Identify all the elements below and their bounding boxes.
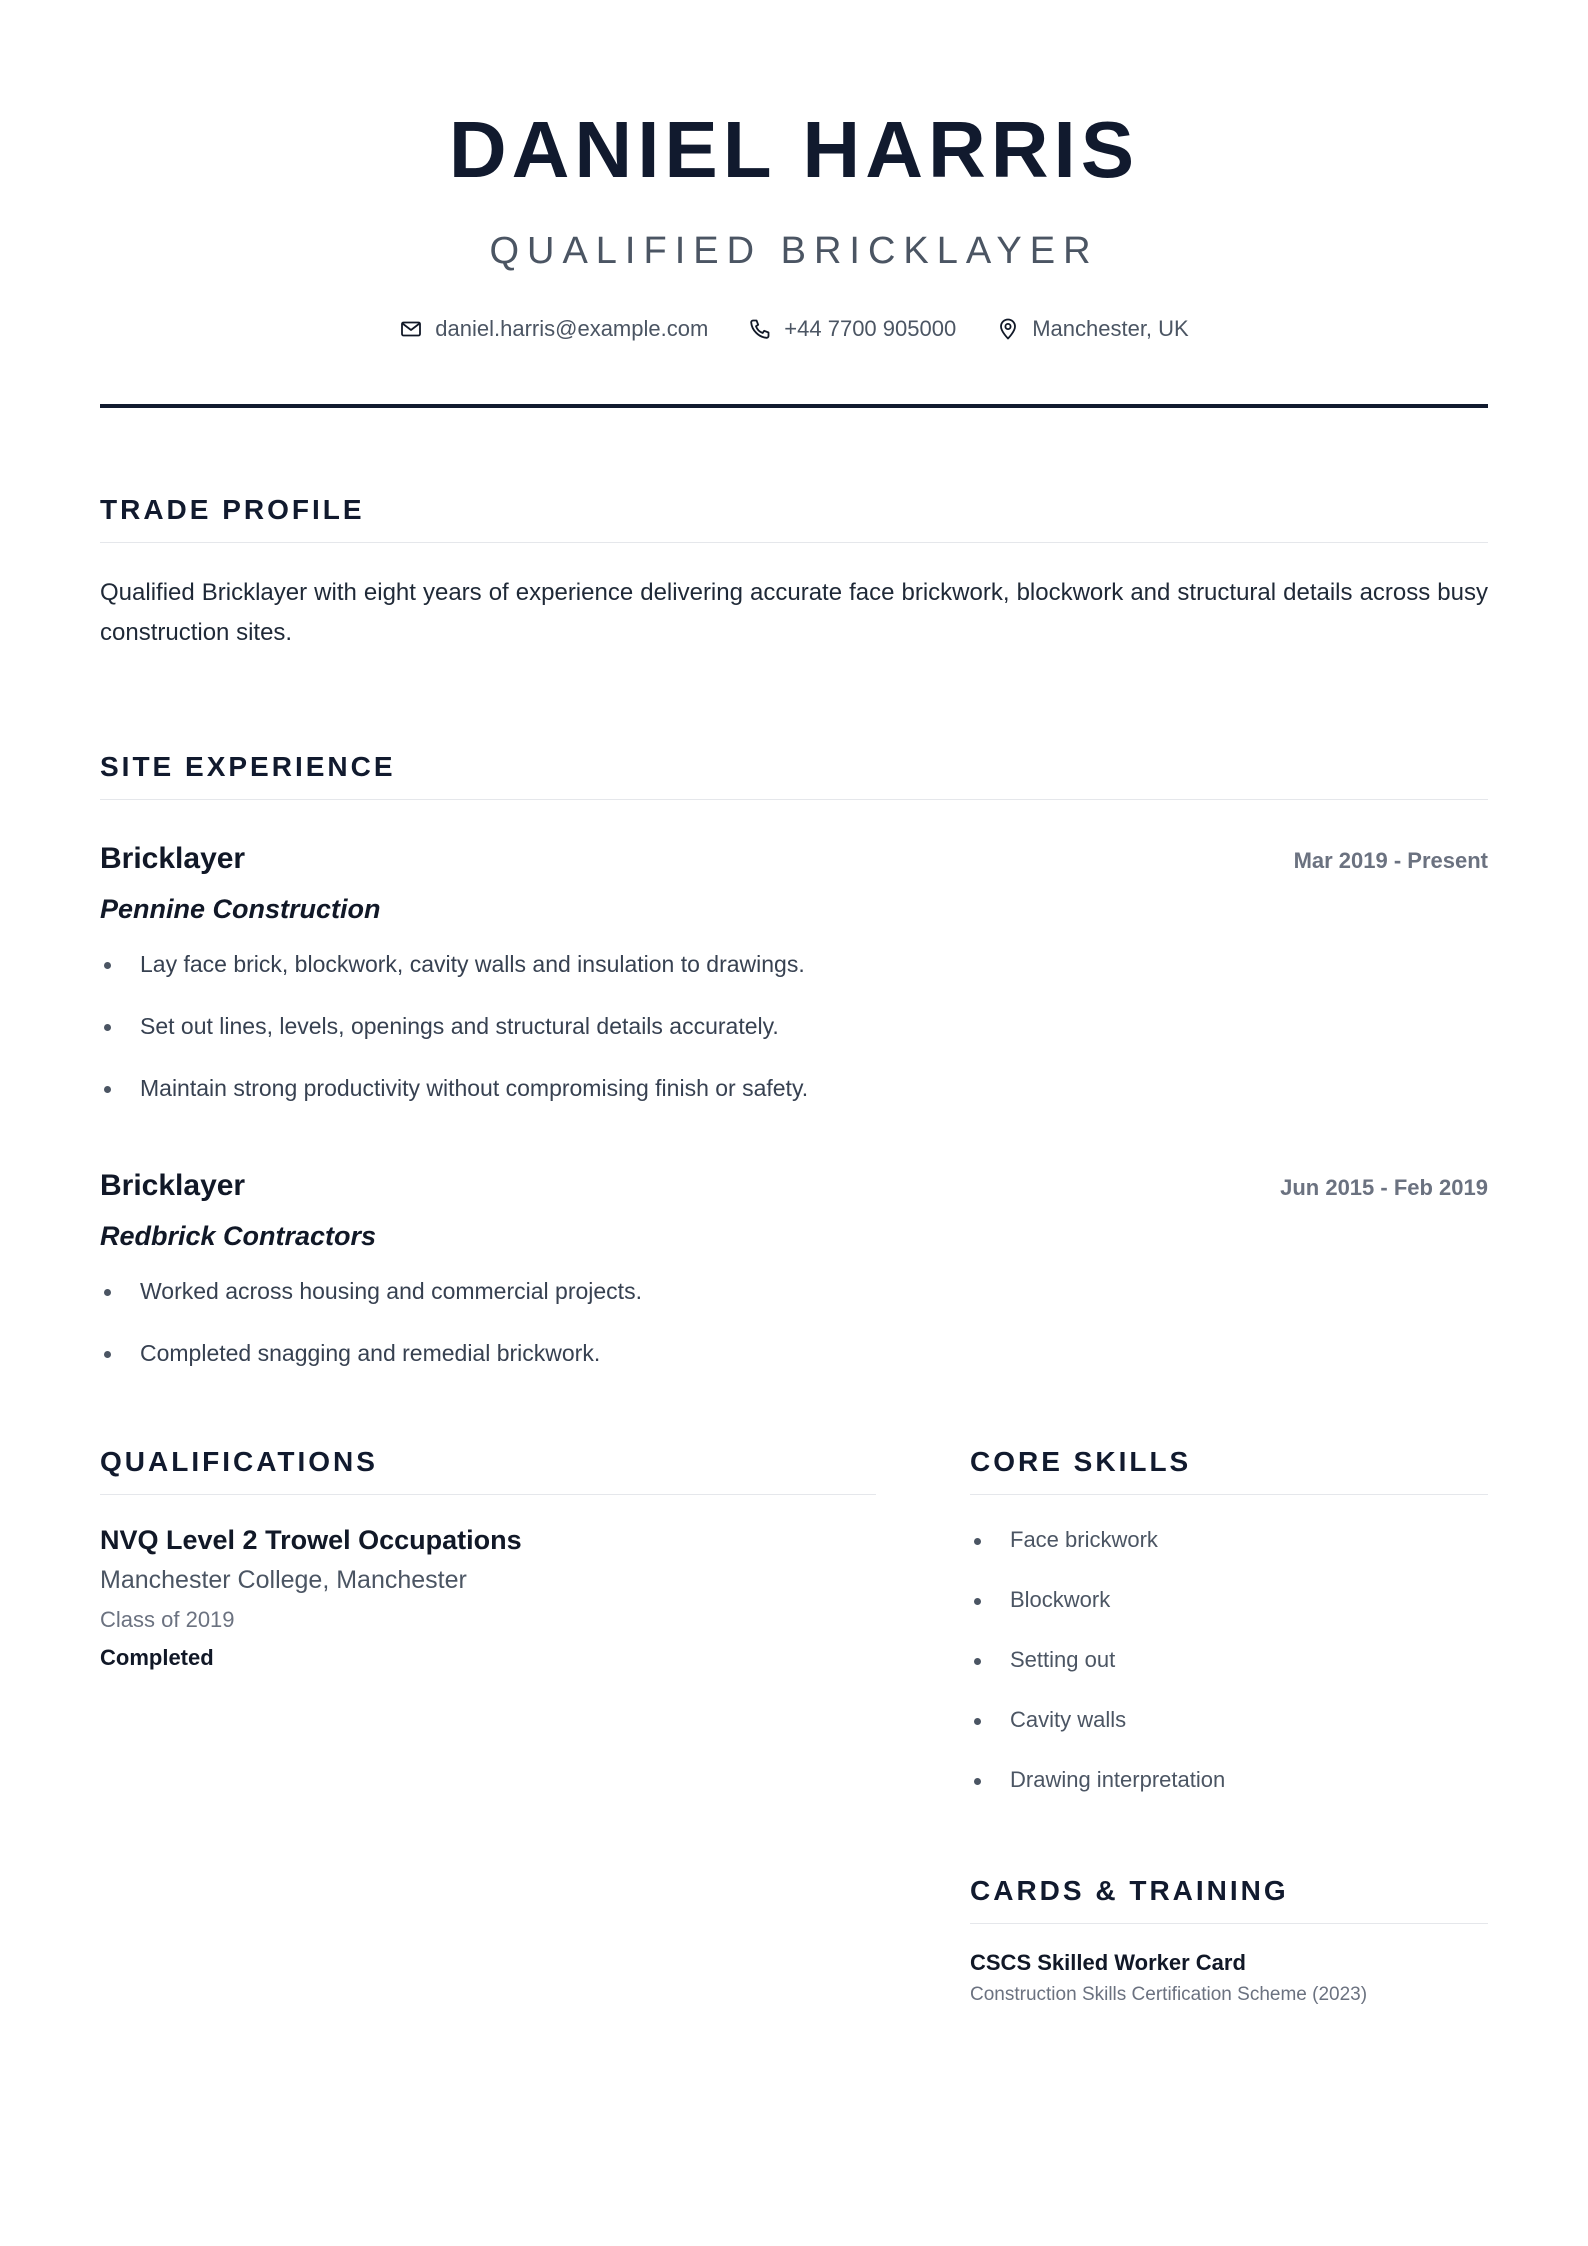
list-item: Lay face brick, blockwork, cavity walls and insulation to drawings. [100, 949, 1488, 979]
qualification-status: Completed [100, 1645, 214, 1670]
list-item: Set out lines, levels, openings and structural details accurately. [100, 1011, 1488, 1041]
list-item: Cavity walls [970, 1705, 1488, 1735]
two-column-area [100, 1446, 1488, 2006]
job-company: Redbrick Contractors [100, 1221, 377, 1251]
cards-training-section [970, 1875, 1488, 2006]
contact-phone[interactable] [748, 316, 956, 342]
section-heading: TRADE PROFILE [100, 494, 1488, 543]
site-experience-section [100, 751, 1488, 1368]
phone-icon [748, 317, 772, 341]
candidate-name: DANIEL HARRIS [448, 105, 1140, 194]
location-pin-icon [996, 317, 1020, 341]
qualification-name: NVQ Level 2 Trowel Occupations [100, 1525, 522, 1555]
right-column [970, 1446, 1488, 2006]
list-item: Worked across housing and commercial projects. [100, 1276, 1488, 1306]
section-heading: QUALIFICATIONS [100, 1446, 876, 1495]
mail-icon [399, 317, 423, 341]
list-item: Maintain strong productivity without compromising finish or safety. [100, 1073, 1488, 1103]
email-text: daniel.harris@example.com [435, 316, 709, 341]
qualification-school: Manchester College, Manchester [100, 1566, 467, 1594]
training-entry [970, 1950, 1488, 2006]
job-bullets [100, 949, 1488, 1103]
job-dates: Mar 2019 - Present [1293, 848, 1488, 873]
candidate-title: QUALIFIED BRICKLAYER [489, 230, 1099, 272]
core-skills-section [970, 1446, 1488, 1795]
qualification-entry [100, 1525, 876, 1671]
job-entry [100, 842, 1488, 1103]
card-name: CSCS Skilled Worker Card [970, 1950, 1246, 1975]
contact-row [100, 316, 1488, 342]
list-item: Blockwork [970, 1585, 1488, 1615]
job-company: Pennine Construction [100, 894, 381, 924]
job-header [100, 1169, 1488, 1203]
skills-list [970, 1525, 1488, 1795]
header-divider [100, 404, 1488, 408]
list-item: Setting out [970, 1645, 1488, 1675]
resume-header [100, 0, 1488, 408]
list-item: Face brickwork [970, 1525, 1488, 1555]
card-issuer: Construction Skills Certification Scheme (2023) [970, 1984, 1368, 2005]
qualification-year: Class of 2019 [100, 1607, 235, 1632]
section-heading: CORE SKILLS [970, 1446, 1488, 1495]
contact-location [996, 316, 1189, 342]
qualifications-section [100, 1446, 876, 2006]
job-title: Bricklayer [100, 842, 246, 875]
location-text: Manchester, UK [1032, 316, 1189, 341]
profile-summary: Qualified Bricklayer with eight years of experience delivering accurate face brickwork, blockwork and structural details across busy construction sites. [100, 579, 1488, 646]
job-entry [100, 1169, 1488, 1368]
contact-email[interactable] [399, 316, 708, 342]
job-bullets [100, 1276, 1488, 1368]
job-dates: Jun 2015 - Feb 2019 [1280, 1175, 1488, 1200]
phone-text: +44 7700 905000 [784, 316, 957, 341]
section-heading: SITE EXPERIENCE [100, 751, 1488, 800]
trade-profile-section [100, 494, 1488, 653]
job-header [100, 842, 1488, 876]
section-heading: CARDS & TRAINING [970, 1875, 1488, 1924]
job-title: Bricklayer [100, 1169, 246, 1202]
list-item: Drawing interpretation [970, 1765, 1488, 1795]
list-item: Completed snagging and remedial brickwork. [100, 1338, 1488, 1368]
